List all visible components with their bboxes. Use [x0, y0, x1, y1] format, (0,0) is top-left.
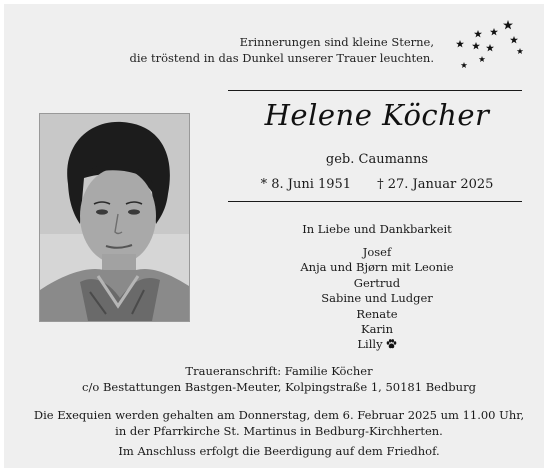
family-member-with-pet	[232, 337, 522, 352]
birth-date: * 8. Juni 1951	[260, 177, 352, 192]
memorial-quote	[124, 34, 434, 66]
portrait-image	[40, 114, 189, 321]
family-member: Anja und Bjørn mit Leonie	[300, 260, 454, 275]
family-member: Lilly	[357, 337, 383, 352]
deceased-name: Helene Köcher	[264, 98, 490, 132]
quote-line-1: Erinnerungen sind kleine Sterne,	[239, 35, 434, 49]
service-info	[24, 408, 534, 439]
divider-top	[228, 90, 522, 91]
paw-icon	[386, 339, 397, 349]
burial-info: Im Anschluss erfolgt die Beerdigung auf dem Friedhof.	[118, 444, 440, 458]
service-line-1: Die Exequien werden gehalten am Donnerstag, dem 6. Februar 2025 um 11.00 Uhr,	[33, 408, 525, 422]
family-member: Renate	[356, 306, 398, 321]
death-date: † 27. Januar 2025	[377, 177, 494, 192]
family-intro: In Liebe und Dankbarkeit	[302, 222, 452, 236]
portrait-photo	[39, 113, 190, 322]
address-line-2: c/o Bestattungen Bastgen-Meuter, Kolpingstraße 1, 50181 Bedburg	[82, 379, 476, 394]
mourning-address	[44, 364, 514, 395]
obituary-card	[4, 4, 544, 468]
family-member: Gertrud	[353, 275, 401, 290]
stars-icon	[452, 18, 532, 74]
family-members	[232, 245, 522, 353]
family-member: Josef	[362, 245, 392, 259]
quote-line-2: die tröstend in das Dunkel unserer Trauer leuchten.	[129, 51, 434, 65]
life-dates	[232, 177, 522, 192]
service-line-2: in der Pfarrkirche St. Martinus in Bedburg-Kirchherten.	[115, 423, 443, 438]
family-member: Sabine und Ludger	[321, 291, 433, 306]
maiden-name: geb. Caumanns	[325, 152, 429, 167]
family-member: Karin	[360, 322, 394, 337]
divider-bottom	[228, 201, 522, 202]
address-line-1: Traueranschrift: Familie Köcher	[185, 364, 373, 378]
